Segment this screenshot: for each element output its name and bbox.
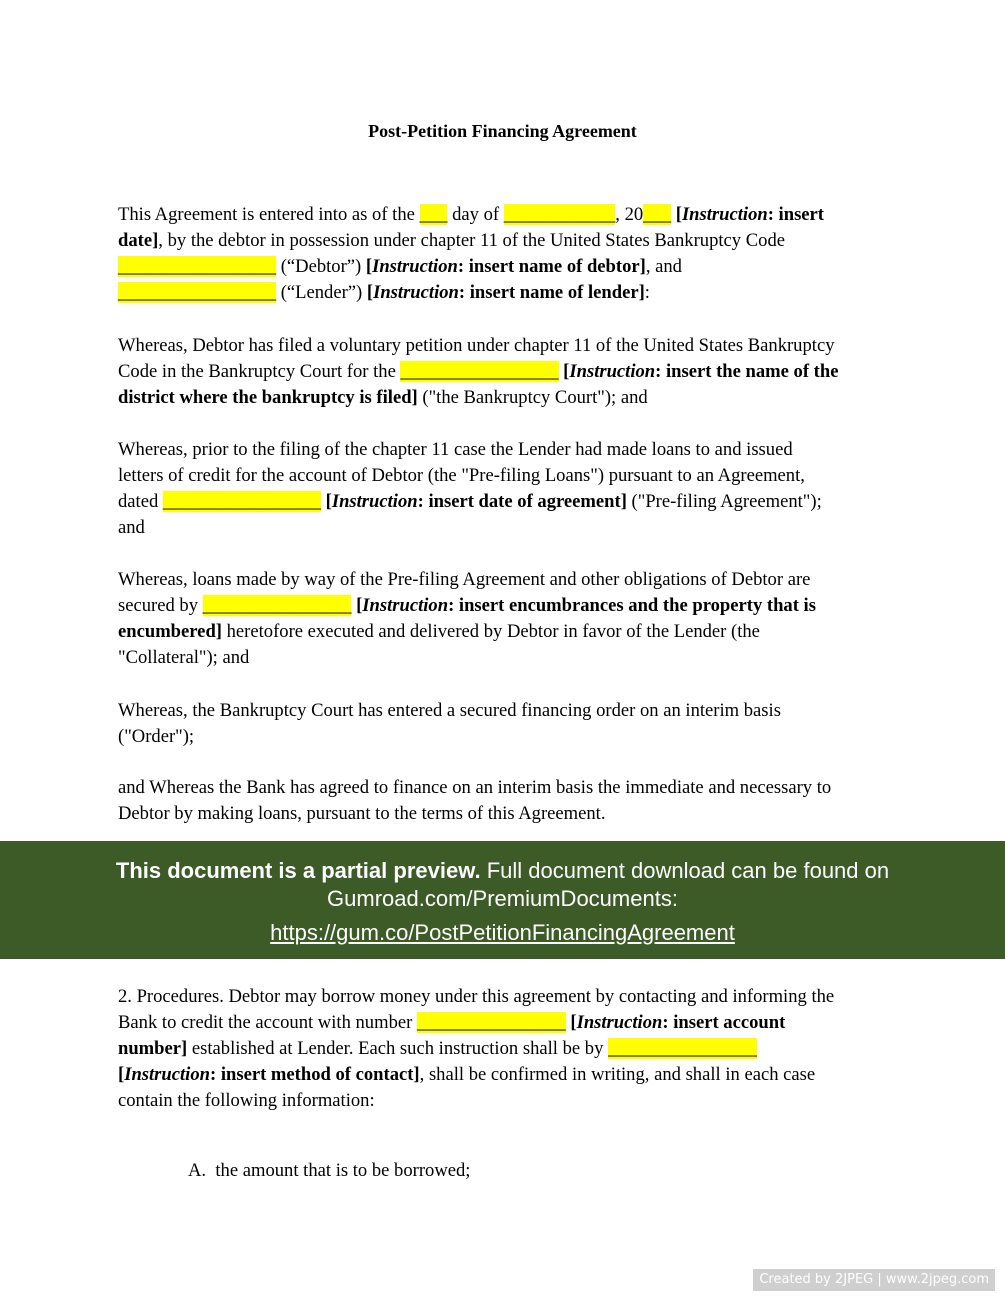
blank-lender-field[interactable]: _________________ <box>118 282 277 303</box>
paragraph-whereas-prefiling <box>118 437 898 541</box>
instruction-text: : insert name of debtor] <box>457 256 646 277</box>
instruction-text: : insert method of contact] <box>209 1064 420 1085</box>
instruction-text: : insert the name of the <box>655 361 839 382</box>
paragraph-line <box>118 593 898 619</box>
paragraph-line <box>118 280 898 306</box>
banner-store-text: Gumroad.com/PremiumDocuments: <box>327 886 678 911</box>
text-run: , shall be confirmed in writing, and shall in each case <box>419 1064 816 1085</box>
paragraph-line <box>118 202 898 228</box>
blank-district-field[interactable]: _________________ <box>400 361 559 382</box>
text-run: Bank to credit the account with number <box>118 1012 417 1033</box>
paragraph-line <box>118 359 898 385</box>
paragraph-whereas-order <box>118 698 898 750</box>
paragraph-line: letters of credit for the account of Debtor (the "Pre-filing Loans") pursuant to an Agreement, <box>118 465 805 486</box>
instruction-bracket: [ <box>675 204 682 225</box>
instruction-label: Instruction <box>372 256 458 277</box>
blank-account-number-field[interactable]: ________________ <box>416 1012 566 1033</box>
paragraph-line: Whereas, prior to the filing of the chapter 11 case the Lender had made loans to and issued <box>118 439 793 460</box>
watermark: Created by 2JPEG | www.2jpeg.com <box>753 1269 995 1291</box>
instruction-text: date] <box>118 230 159 251</box>
paragraph-line <box>118 619 898 645</box>
paragraph-line <box>118 1062 898 1088</box>
instruction-text: : insert name of lender] <box>458 282 645 303</box>
text-run: This Agreement is entered into as of the <box>118 204 420 225</box>
paragraph-line: ("Order"); <box>118 726 195 747</box>
paragraph-line: contain the following information: <box>118 1090 375 1111</box>
paragraph-whereas-secured <box>118 567 898 671</box>
blank-year-field[interactable]: ___ <box>643 204 672 225</box>
paragraph-line: Debtor by making loans, pursuant to the terms of this Agreement. <box>118 803 606 824</box>
instruction-text: : insert encumbrances and the property that is <box>448 595 816 616</box>
instruction-label: Instruction <box>576 1012 663 1033</box>
paragraph-whereas-bank <box>118 775 898 827</box>
instruction-text: number] <box>118 1038 188 1059</box>
list-item <box>188 1158 470 1184</box>
text-run: , 20 <box>615 204 644 225</box>
preview-banner <box>0 841 1005 959</box>
text-run: day of <box>447 204 504 225</box>
text-run: Code in the Bankruptcy Court for the <box>118 361 401 382</box>
instruction-bracket: [ <box>118 1064 125 1085</box>
document-title: Post-Petition Financing Agreement <box>368 121 637 141</box>
text-run: : <box>644 282 650 303</box>
paragraph-whereas-petition <box>118 333 898 411</box>
text-run: heretofore executed and delivered by Debtor in favor of the Lender (the <box>221 621 760 642</box>
paragraph-line <box>118 489 898 515</box>
text-run: dated <box>118 491 163 512</box>
blank-contact-method-field[interactable]: ________________ <box>608 1038 757 1059</box>
instruction-bracket: [ <box>365 256 373 277</box>
paragraph-line <box>118 1036 898 1062</box>
instruction-text: : insert account <box>662 1012 786 1033</box>
list-marker: A. <box>188 1160 207 1181</box>
instruction-label: Instruction <box>124 1064 210 1085</box>
paragraph-line: 2. Procedures. Debtor may borrow money under this agreement by contacting and informing the <box>118 986 835 1007</box>
download-link[interactable]: https://gum.co/PostPetitionFinancingAgreement <box>270 920 735 945</box>
paragraph-procedures <box>118 984 898 1114</box>
text-run: secured by <box>118 595 203 616</box>
instruction-text: encumbered] <box>118 621 222 642</box>
text-run: ("the Bankruptcy Court"); and <box>417 387 648 408</box>
paragraph-line: "Collateral"); and <box>118 647 250 668</box>
blank-encumbrances-field[interactable]: ________________ <box>202 595 352 616</box>
paragraph-line <box>118 1010 898 1036</box>
paragraph-line: Whereas, loans made by way of the Pre-filing Agreement and other obligations of Debtor are <box>118 569 811 590</box>
instruction-text: district where the bankruptcy is filed] <box>118 387 418 408</box>
paragraph-line: Whereas, the Bankruptcy Court has entered a secured financing order on an interim basis <box>118 700 781 721</box>
text-run: (“Lender”) <box>276 282 367 303</box>
blank-debtor-field[interactable]: _________________ <box>118 256 277 277</box>
instruction-text: : insert <box>767 204 824 225</box>
text-run: , and <box>645 256 682 277</box>
text-run: , by the debtor in possession under chapter 11 of the United States Bankruptcy Code <box>158 230 786 251</box>
instruction-label: Instruction <box>569 361 656 382</box>
instruction-label: Instruction <box>362 595 449 616</box>
instruction-bracket: [ <box>366 282 374 303</box>
paragraph-line <box>118 228 898 254</box>
paragraph-line: and <box>118 517 145 538</box>
instruction-bracket: [ <box>325 491 332 512</box>
blank-month-field[interactable]: ____________ <box>503 204 616 225</box>
paragraph-line: and Whereas the Bank has agreed to finance on an interim basis the immediate and necessary to <box>118 777 832 798</box>
banner-text: Full document download can be found on <box>480 858 890 883</box>
paragraph-line <box>118 254 898 280</box>
instruction-bracket: [ <box>356 595 363 616</box>
list-item-text: the amount that is to be borrowed; <box>215 1160 471 1181</box>
banner-message <box>0 857 1005 885</box>
text-run: ("Pre-filing Agreement"); <box>626 491 822 512</box>
blank-day-field[interactable]: ___ <box>419 204 448 225</box>
instruction-bracket: [ <box>570 1012 577 1033</box>
blank-agreement-date-field[interactable]: _________________ <box>162 491 321 512</box>
paragraph-intro <box>118 202 898 306</box>
instruction-text: : insert date of agreement] <box>417 491 627 512</box>
instruction-label: Instruction <box>681 204 768 225</box>
banner-bold-text: This document is a partial preview. <box>115 858 481 883</box>
instruction-label: Instruction <box>373 282 459 303</box>
text-run: (“Debtor”) <box>276 256 366 277</box>
paragraph-line <box>118 385 898 411</box>
instruction-bracket: [ <box>563 361 570 382</box>
paragraph-line: Whereas, Debtor has filed a voluntary petition under chapter 11 of the United States Bankruptcy <box>118 335 835 356</box>
instruction-label: Instruction <box>331 491 418 512</box>
text-run: established at Lender. Each such instruction shall be by <box>187 1038 609 1059</box>
